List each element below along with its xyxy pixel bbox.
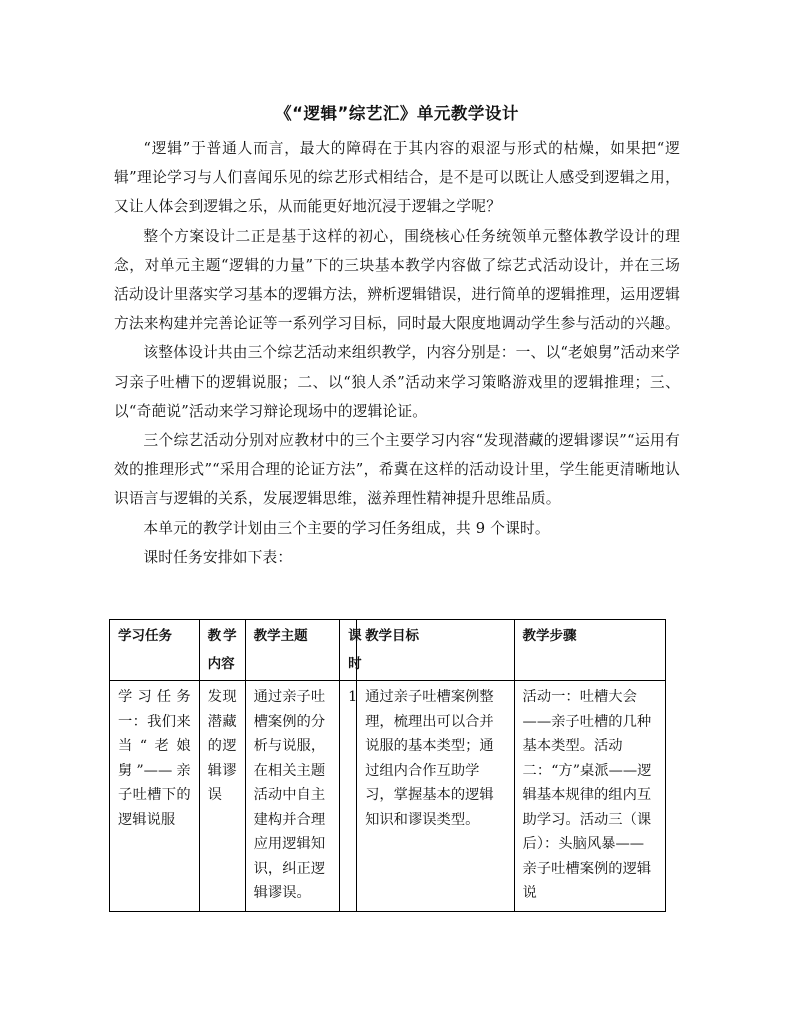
header-task: 学习任务 [110, 620, 200, 681]
paragraph-three-activities: 该整体设计共由三个综艺活动来组织教学，内容分别是：一、以“老娘舅”活动来学习亲子吐槽下的逻辑说服；二、以“狼人杀”活动来学习策略游戏里的逻辑推理；三、以“奇葩说”活动来学习辩论现场中的逻辑论证。 [114, 344, 680, 420]
paragraph-intro: “逻辑”于普通人而言，最大的障碍在于其内容的艰涩与形式的枯燥，如果把“逻辑”理论学习与人们喜闻乐见的综艺形式相结合，是不是可以既让人感受到逻辑之用，又让人体会到逻辑之乐，从而能更好地沉浸于逻辑之学呢？ [114, 140, 680, 216]
header-content: 教学内容 [199, 620, 245, 681]
paragraph-teaching-plan: 本单元的教学计划由三个主要的学习任务组成，共 9 个课时。 [143, 519, 550, 537]
paragraph-learning-content: 三个综艺活动分别对应教材中的三个主要学习内容“发现潜藏的逻辑谬误”“运用有效的推理形式”“采用合理的论证方法”，希冀在这样的活动设计里，学生能更清晰地认识语言与逻辑的关系，发展逻辑思维，滋养理性精神提升思维品质。 [114, 432, 680, 508]
cell-goal: 通过亲子吐槽案例整理，梳理出可以合并说服的基本类型；通过组内合作互助学习，掌握基本的逻辑知识和谬误类型。 [357, 681, 514, 912]
document-title: 《“逻辑”综艺汇》单元教学设计 [275, 104, 519, 123]
cell-hours: 1 [340, 681, 357, 912]
paragraph-design-concept: 整个方案设计二正是基于这样的初心，围绕核心任务统领单元整体教学设计的理念，对单元主题“逻辑的力量”下的三块基本教学内容做了综艺式活动设计，并在三场活动设计里落实学习基本的逻辑方法，辨析逻辑错误，进行简单的逻辑推理，运用逻辑方法来构建并完善论证等一系列学习目标，同时最大限度地调动学生参与活动的兴趣。 [114, 227, 680, 333]
header-goal: 教学目标 [357, 620, 514, 681]
paragraph-table-caption: 课时任务安排如下表： [143, 548, 293, 566]
cell-theme: 通过亲子吐槽案例的分析与说服，在相关主题活动中自主建构并合理应用逻辑知识，纠正逻辑谬误。 [245, 681, 339, 912]
lesson-schedule-table [109, 619, 666, 912]
table-row [110, 681, 666, 912]
header-hours: 课时 [340, 620, 357, 681]
cell-task: 学习任务一：我们来当“老娘舅”——亲子吐槽下的逻辑说服 [110, 681, 200, 912]
header-theme: 教学主题 [245, 620, 339, 681]
document-body [114, 134, 680, 572]
cell-content: 发现潜藏的逻辑谬误 [199, 681, 245, 912]
cell-steps: 活动一：吐槽大会——亲子吐槽的几种基本类型。活动二：“方”桌派——逻辑基本规律的组内互助学习。活动三（课后）：头脑风暴——亲子吐槽案例的逻辑说 [514, 681, 665, 912]
header-steps: 教学步骤 [514, 620, 665, 681]
table-header-row [110, 620, 666, 681]
